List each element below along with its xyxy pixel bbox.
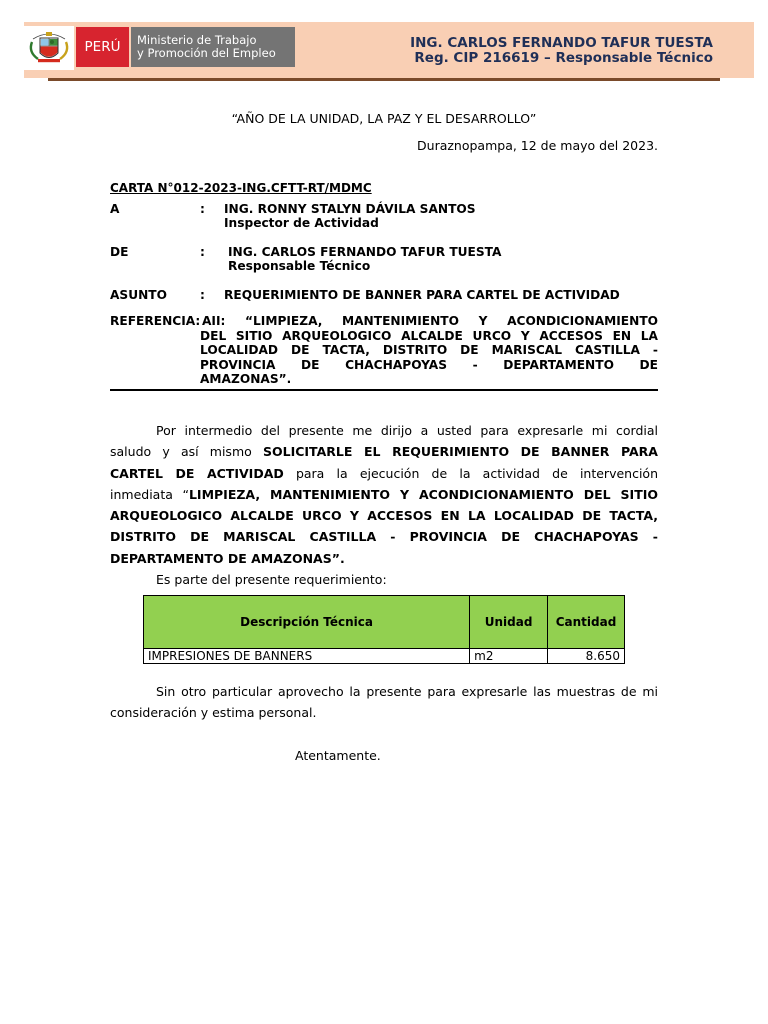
table-cell-quantity: 8.650 bbox=[548, 649, 625, 664]
header-separator-rule bbox=[110, 389, 658, 391]
body-line: Por intermedio del presente me dirijo a usted para expresarle mi cordial bbox=[156, 423, 658, 438]
table-header-cell: Cantidad bbox=[548, 596, 625, 649]
reference-line: DEL SITIO ARQUEOLOGICO ALCALDE URCO Y ACCESOS EN LA bbox=[200, 328, 658, 343]
sender-label: DE bbox=[110, 245, 129, 259]
body-paragraph-1 bbox=[110, 420, 658, 569]
table-cell-description: IMPRESIONES DE BANNERS bbox=[144, 649, 470, 664]
reference-text bbox=[200, 314, 658, 387]
peru-coat-of-arms-icon bbox=[24, 26, 74, 70]
body-bold-text: LIMPIEZA, MANTENIMIENTO Y ACONDICIONAMIENTO DEL SITIO bbox=[188, 486, 659, 502]
subject-label: ASUNTO bbox=[110, 288, 167, 302]
sender-colon: : bbox=[200, 245, 205, 259]
addressee-name: ING. RONNY STALYN DÁVILA SANTOS bbox=[224, 202, 476, 216]
body-bold-text: CARTEL DE ACTIVIDAD bbox=[110, 465, 284, 481]
table-cell-unit: m2 bbox=[470, 649, 548, 664]
body-text: inmediata “ bbox=[110, 486, 189, 502]
body-line: DEPARTAMENTO DE AMAZONAS”. bbox=[110, 550, 345, 566]
sender-role: Responsable Técnico bbox=[228, 259, 371, 273]
table-header-cell: Unidad bbox=[470, 596, 548, 649]
body-line: consideración y estima personal. bbox=[110, 705, 317, 721]
table-header-cell: Descripción Técnica bbox=[144, 596, 470, 649]
body-line: ARQUEOLOGICO ALCALDE URCO Y ACCESOS EN LA LOCALIDAD DE TACTA, bbox=[110, 508, 658, 524]
requirement-table bbox=[143, 595, 625, 664]
table-header-row bbox=[144, 596, 625, 649]
body-text: para la ejecución de la actividad de intervención bbox=[295, 465, 658, 481]
reference-line: PROVINCIA DE CHACHAPOYAS - DEPARTAMENTO DE bbox=[200, 357, 658, 372]
body-line bbox=[110, 484, 658, 505]
reference-line: AII: “LIMPIEZA, MANTENIMIENTO Y ACONDICIONAMIENTO bbox=[202, 314, 658, 328]
body-bold-text: SOLICITARLE EL REQUERIMIENTO DE BANNER PARA bbox=[262, 444, 658, 460]
body-line: Sin otro particular aprovecho la presente para expresarle las muestras de mi bbox=[156, 684, 658, 699]
body-text: saludo y así mismo bbox=[110, 444, 252, 460]
table-row bbox=[144, 649, 625, 664]
header-author-name: ING. CARLOS FERNANDO TAFUR TUESTA bbox=[410, 35, 713, 51]
sender-name: ING. CARLOS FERNANDO TAFUR TUESTA bbox=[228, 245, 502, 259]
body-paragraph-2: Es parte del presente requerimiento: bbox=[156, 572, 387, 587]
reference-label: REFERENCIA: bbox=[110, 314, 201, 328]
header-author-cip: Reg. CIP 216619 – Responsable Técnico bbox=[414, 50, 713, 66]
peru-logo-block: PERÚ bbox=[76, 27, 129, 67]
header-divider bbox=[48, 78, 720, 81]
body-line: DISTRITO DE MARISCAL CASTILLA - PROVINCIA DE CHACHAPOYAS - bbox=[110, 529, 658, 545]
ministry-line-2: y Promoción del Empleo bbox=[137, 46, 276, 60]
ministry-logo-block bbox=[131, 27, 295, 67]
body-line bbox=[110, 463, 658, 484]
reference-line: AMAZONAS”. bbox=[200, 372, 292, 386]
reference-line: LOCALIDAD DE TACTA, DISTRITO DE MARISCAL CASTILLA - bbox=[200, 343, 658, 357]
body-line bbox=[110, 441, 658, 462]
year-motto: “AÑO DE LA UNIDAD, LA PAZ Y EL DESARROLLO” bbox=[231, 111, 537, 126]
place-date: Duraznopampa, 12 de mayo del 2023. bbox=[417, 138, 658, 153]
ministry-line-1: Ministerio de Trabajo bbox=[137, 33, 257, 47]
letter-number: CARTA N°012-2023-ING.CFTT-RT/MDMC bbox=[110, 181, 372, 195]
addressee-role: Inspector de Actividad bbox=[224, 216, 379, 230]
addressee-label: A bbox=[110, 202, 120, 216]
subject-colon: : bbox=[200, 288, 205, 302]
addressee-colon: : bbox=[200, 202, 205, 216]
body-paragraph-3 bbox=[110, 681, 658, 724]
subject-text: REQUERIMIENTO DE BANNER PARA CARTEL DE ACTIVIDAD bbox=[224, 288, 620, 302]
closing-salutation: Atentamente. bbox=[295, 748, 381, 763]
